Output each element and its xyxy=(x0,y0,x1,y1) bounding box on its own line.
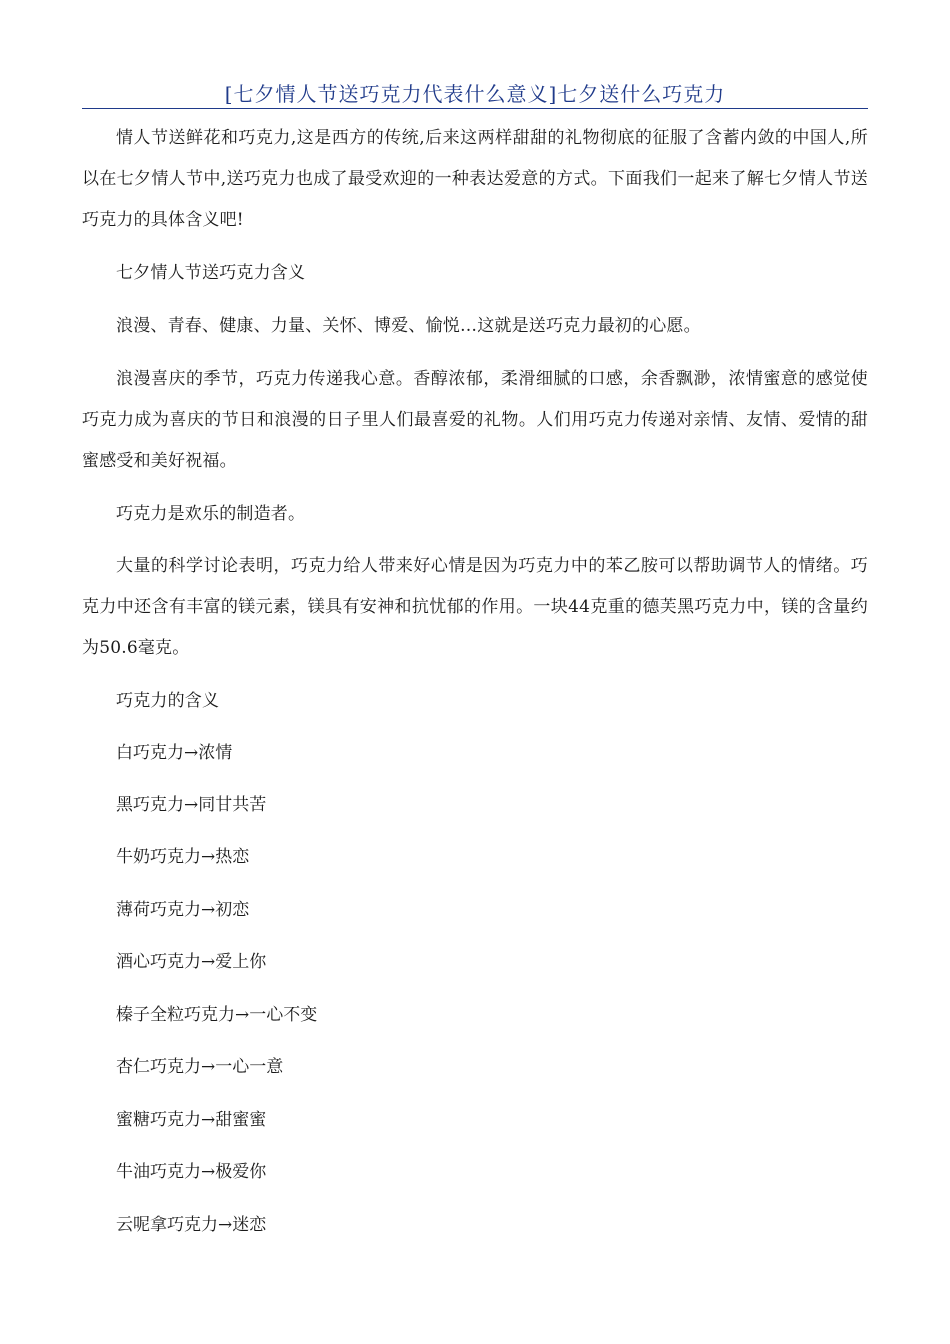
paragraph-heading-chocolate-meaning: 巧克力的含义 xyxy=(116,691,220,711)
paragraph-wishes: 浪漫、青春、健康、力量、关怀、博爱、愉悦…这就是送巧克力最初的心愿。 xyxy=(116,316,701,336)
list-item: 白巧克力→浓情 xyxy=(116,743,233,763)
list-item: 酒心巧克力→爱上你 xyxy=(116,952,267,972)
list-item: 牛奶巧克力→热恋 xyxy=(116,847,250,867)
paragraph-intro: 情人节送鲜花和巧克力,这是西方的传统,后来这两样甜甜的礼物彻底的征服了含蓄内敛的中国人,所以在七夕情人节中,送巧克力也成了最受欢迎的一种表达爱意的方式。下面我们一起来了解七夕情人节送巧克力的具体含义吧! xyxy=(82,128,868,230)
paragraph-science: 大量的科学讨论表明，巧克力给人带来好心情是因为巧克力中的苯乙胺可以帮助调节人的情绪。巧克力中还含有丰富的镁元素，镁具有安神和抗忧郁的作用。一块44克重的德芙黑巧克力中，镁的含量约为50.6毫克。 xyxy=(82,556,868,658)
list-item: 云呢拿巧克力→迷恋 xyxy=(116,1215,267,1235)
paragraph-romance: 浪漫喜庆的季节，巧克力传递我心意。香醇浓郁，柔滑细腻的口感，余香飘渺，浓情蜜意的感觉使巧克力成为喜庆的节日和浪漫的日子里人们最喜爱的礼物。人们用巧克力传递对亲情、友情、爱情的甜蜜感受和美好祝福。 xyxy=(82,369,868,471)
list-item: 薄荷巧克力→初恋 xyxy=(116,900,250,920)
paragraph-joy: 巧克力是欢乐的制造者。 xyxy=(116,504,306,524)
paragraph-heading-meaning: 七夕情人节送巧克力含义 xyxy=(116,263,306,283)
list-item: 牛油巧克力→极爱你 xyxy=(116,1162,267,1182)
list-item: 杏仁巧克力→一心一意 xyxy=(116,1057,284,1077)
list-item: 蜜糖巧克力→甜蜜蜜 xyxy=(116,1110,267,1130)
list-item: 榛子全粒巧克力→一心不变 xyxy=(116,1005,318,1025)
list-item: 黑巧克力→同甘共苦 xyxy=(116,795,267,815)
title-underline xyxy=(82,108,868,109)
document-title: [七夕情人节送巧克力代表什么意义]七夕送什么巧克力 xyxy=(224,82,726,106)
